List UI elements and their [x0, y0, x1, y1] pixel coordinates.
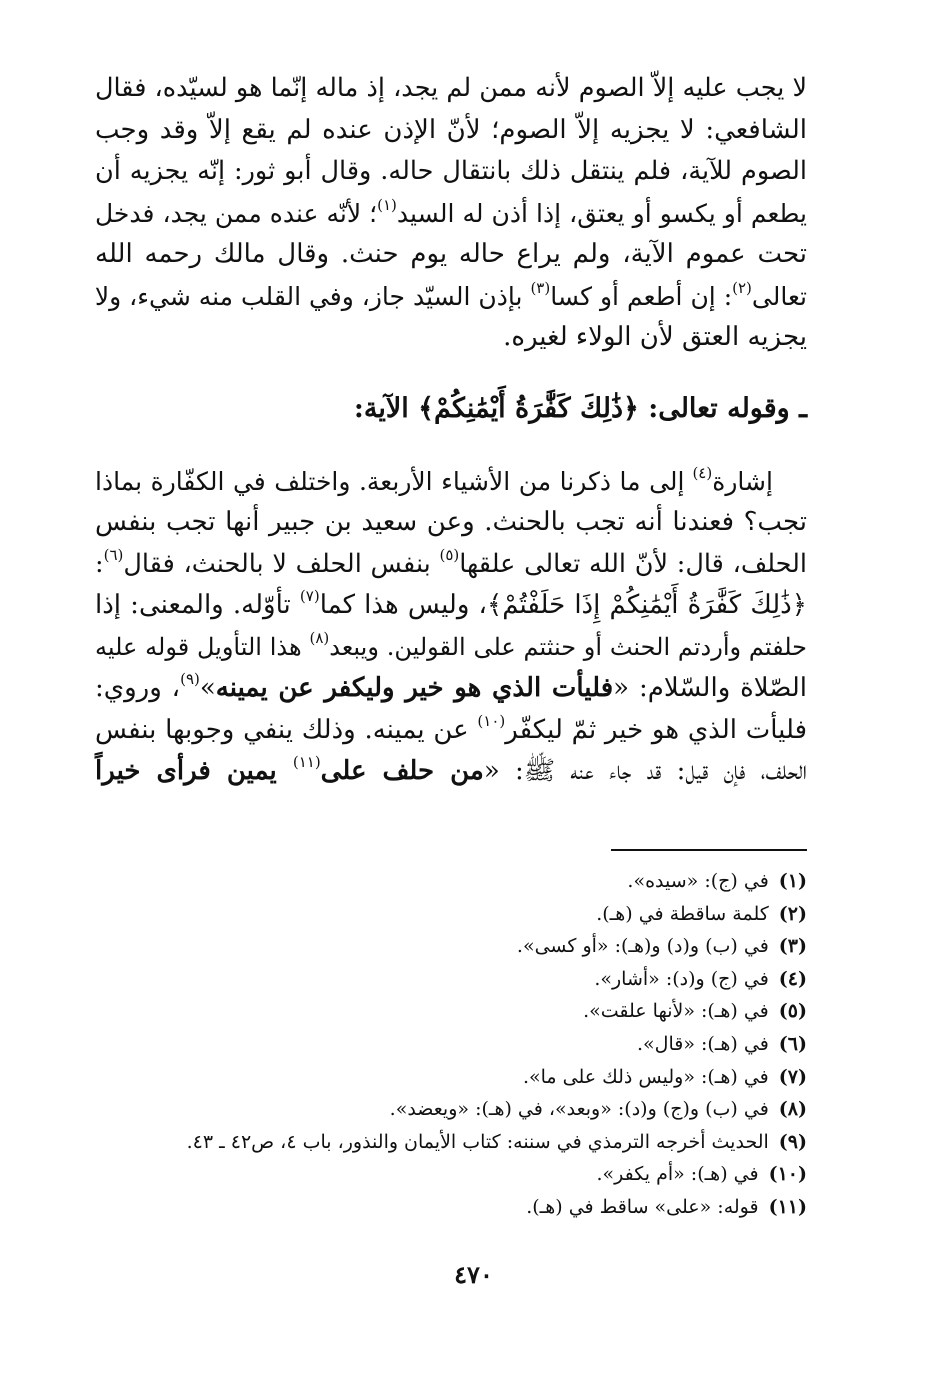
- footnote: (٦)في (هـ): «قال».: [637, 1032, 807, 1055]
- hadith-quote: من حلف على: [320, 756, 484, 786]
- footnote-ref: (٨): [309, 628, 330, 647]
- footnote: (١)في (ج): «سيده».: [627, 870, 807, 892]
- text-line: لا يجب عليه إلاّ الصوم لأنه ممن لم يجد، إذ ماله إنّما هو لسيّده، فقال: [95, 73, 807, 103]
- text-line: تجب؟ فعندنا أنه تجب بالحنث. وعن سعيد بن جبير أنها تجب بنفس: [95, 507, 807, 537]
- text-line: تعالى$^{(٢)}$: إن أطعم أو كسا$^{(٣)}$ بإذن السيّد جاز، وفي القلب منه شيء، ولا: [94, 278, 807, 311]
- footnote-ref: (٤): [692, 463, 713, 482]
- quran-verse: ﴿ذَٰلِكَ كَفَّٰرَةُ أَيْمَٰنِكُمْ﴾: [418, 392, 639, 424]
- footnote-ref: (٢): [732, 278, 752, 297]
- text-line: تحت عموم الآية، ولم يراع حاله يوم حنث. وقال مالك رحمه الله: [95, 239, 807, 269]
- text-line: الحلف، قال: لأنّ الله تعالى علقها$^{(٥)}$ بنفس الحلف لا بالحنث، فقال$^{(٦)}$:: [95, 545, 807, 579]
- footnote: (٤)في (ج) و(د): «أشار».: [594, 967, 807, 990]
- paragraph-2: [95, 461, 807, 793]
- footnote: (٣)في (ب) و(د) و(هـ): «أو كسى».: [516, 935, 807, 958]
- footnote: (٩)الحديث أخرجه الترمذي في سننه: كتاب الأيمان والنذور، باب ٤، ص٤٢ ـ ٤٣.: [186, 1130, 807, 1153]
- footnote: (٨)في (ب) و(ج) و(د): «وبعد»، في (هـ): «ويعضد».: [389, 1098, 807, 1121]
- paragraph-1: [95, 68, 807, 359]
- footnote: (١٠)في (هـ): «أم يكفر».: [596, 1163, 807, 1186]
- footnote-ref: (٥): [439, 545, 460, 564]
- footnote: (٥)في (هـ): «لأنها علقت».: [583, 1000, 807, 1023]
- footnote-ref: (٣): [530, 278, 551, 297]
- footnote-ref: (١١): [292, 753, 321, 771]
- footnote-ref: (١٠): [477, 711, 506, 730]
- text-line: الحلف، فإن قيل: قد جاء عنه ﷺ: «من حلف على$^{(١١)}$ يمين فرأى خيراً: [95, 753, 807, 786]
- footnote: (١١)قوله: «على» ساقط في (هـ).: [526, 1195, 807, 1218]
- page-body: [95, 68, 807, 793]
- footnote-divider: [611, 849, 807, 851]
- text-line: إشارة$^{(٤)}$ إلى ما ذكرنا من الأشياء الأربعة. واختلف في الكفّارة بماذا: [95, 463, 773, 496]
- page-number: ٤٧٠: [454, 1260, 493, 1289]
- footnote-ref: (٩): [180, 670, 200, 688]
- text-line: فليأت الذي هو خير ثمّ ليكفّر$^{(١٠)}$ عن يمينه. وذلك ينفي وجوبها بنفس: [95, 711, 807, 745]
- hadith-quote: فليأت الذي هو خير وليكفر عن يمينه: [215, 673, 614, 703]
- hadith-quote: يمين فرأى خيراً: [95, 756, 293, 786]
- text-line: يطعم أو يكسو أو يعتق، إذا أذن له السيد$^{(١)}$؛ لأنّه عنده ممن يجد، فدخل: [95, 195, 807, 228]
- footnotes-list: [95, 865, 807, 1224]
- text-line: ﴿ذَٰلِكَ كَفَّٰرَةُ أَيْمَٰنِكُمْ إِذَا حَلَفْتُمْ﴾، وليس هذا كما$^{(٧)}$ تأوّله. والمعنى: إذا: [95, 587, 807, 620]
- text-line: يجزيه العتق لأن الولاء لغيره.: [503, 322, 807, 352]
- footnote-ref: (٧): [299, 587, 320, 605]
- footnote-ref: (٦): [103, 545, 124, 564]
- footnote: (٢)كلمة ساقطة في (هـ).: [596, 902, 807, 925]
- quran-verse: ﴿ذَٰلِكَ كَفَّٰرَةُ أَيْمَٰنِكُمْ إِذَا حَلَفْتُمْ﴾: [486, 590, 807, 620]
- footnote: (٧)في (هـ): «وليس ذلك على ما».: [522, 1065, 807, 1088]
- text-line: الشافعي: لا يجزيه إلاّ الصوم؛ لأنّ الإذن عنده لم يقع إلاّ وقد وجب: [95, 114, 807, 145]
- text-line: الصّلاة والسّلام: «فليأت الذي هو خير وليكفر عن يمينه»$^{(٩)}$، وروي:: [95, 670, 807, 703]
- section-heading: ـ وقوله تعالى: ﴿ذَٰلِكَ كَفَّٰرَةُ أَيْمَٰنِكُمْ﴾ الآية:: [353, 392, 807, 424]
- footnote-ref: (١): [377, 195, 397, 214]
- text-line: الصوم للآية، فلم ينتقل ذلك بانتقال حاله. وقال أبو ثور: إنّه يجزيه أن: [95, 156, 807, 186]
- text-line: حلفتم وأردتم الحنث أو حنثتم على القولين. ويبعد$^{(٨)}$ هذا التأويل قوله عليه: [95, 628, 808, 661]
